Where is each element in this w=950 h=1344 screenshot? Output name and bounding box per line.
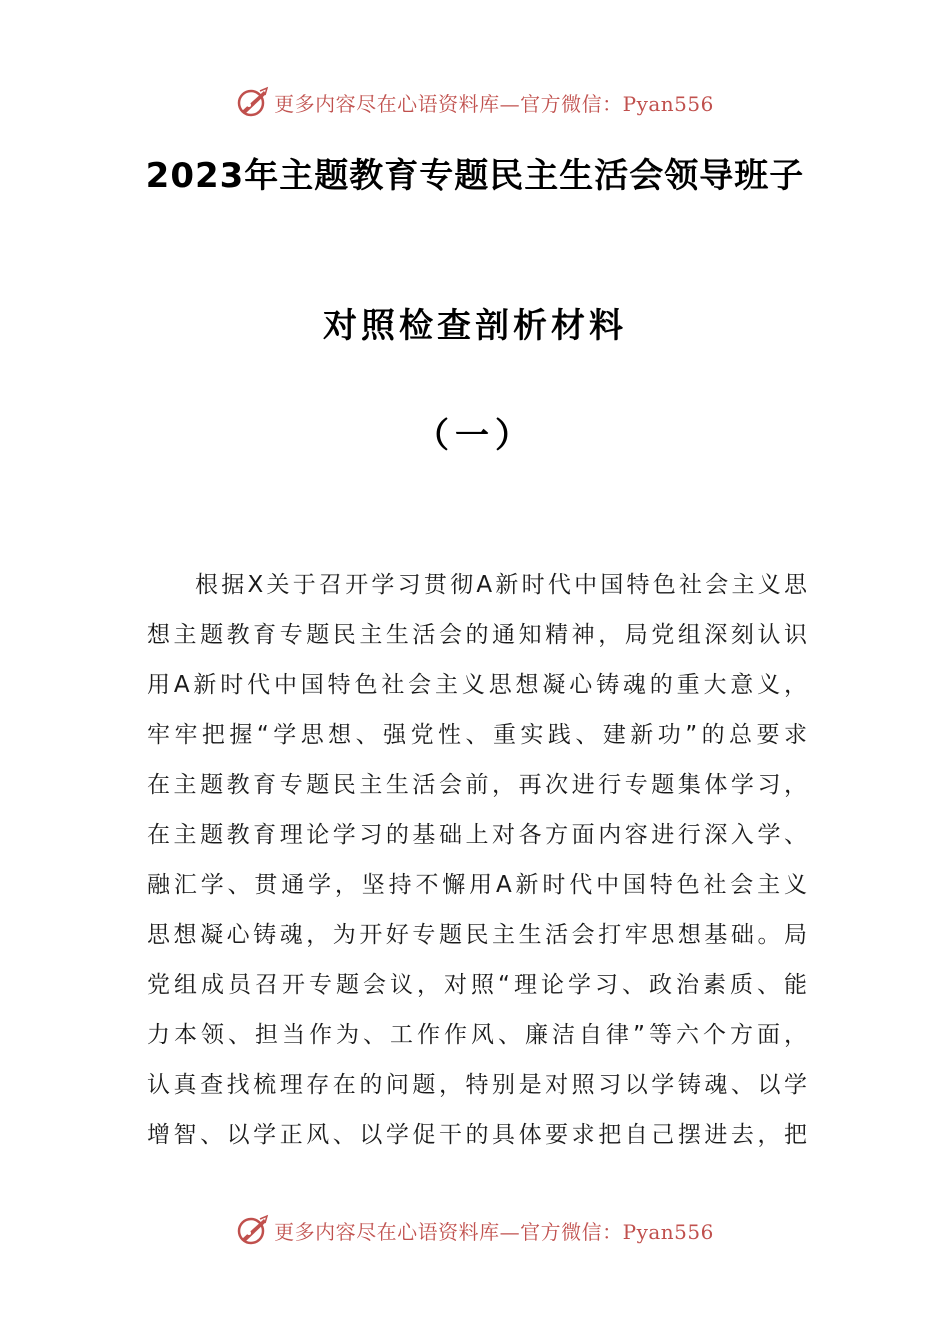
body-line: 融汇学、贯通学，坚持不懈用A新时代中国特色社会主义 — [147, 872, 807, 898]
body-line: 力本领、担当作为、工作作风、廉洁自律”等六个方面， — [147, 1022, 807, 1048]
watermark-header — [0, 82, 950, 122]
document-title-line-2: 对照检查剖析材料 — [323, 306, 627, 346]
body-line: 牢牢把握“学思想、强党性、重实践、建新功”的总要求 — [147, 722, 807, 748]
document-title-line-1: 2023年主题教育专题民主生活会领导班子 — [145, 156, 805, 196]
quill-pen-logo-icon — [236, 1213, 270, 1247]
body-paragraph — [147, 560, 807, 1160]
body-line: 思想凝心铸魂，为开好专题民主生活会打牢思想基础。局 — [147, 922, 807, 948]
body-line: 在主题教育专题民主生活会前，再次进行专题集体学习， — [147, 772, 807, 798]
body-line: 党组成员召开专题会议，对照“理论学习、政治素质、能 — [147, 972, 807, 998]
watermark-text: 更多内容尽在心语资料库—官方微信：Pyan556 — [274, 1219, 714, 1244]
watermark-text: 更多内容尽在心语资料库—官方微信：Pyan556 — [274, 91, 714, 116]
quill-pen-logo-icon — [236, 85, 270, 119]
watermark-footer — [0, 1210, 950, 1250]
body-line: 用A新时代中国特色社会主义思想凝心铸魂的重大意义， — [147, 672, 807, 698]
body-line: 增智、以学正风、以学促干的具体要求把自己摆进去，把 — [147, 1122, 807, 1148]
body-line: 根据X关于召开学习贯彻A新时代中国特色社会主义思 — [195, 572, 807, 598]
section-marker: （一） — [415, 416, 535, 456]
body-line: 认真查找梳理存在的问题，特别是对照习以学铸魂、以学 — [147, 1072, 807, 1098]
body-line: 在主题教育理论学习的基础上对各方面内容进行深入学、 — [147, 822, 807, 848]
body-line: 想主题教育专题民主生活会的通知精神，局党组深刻认识 — [147, 622, 807, 648]
